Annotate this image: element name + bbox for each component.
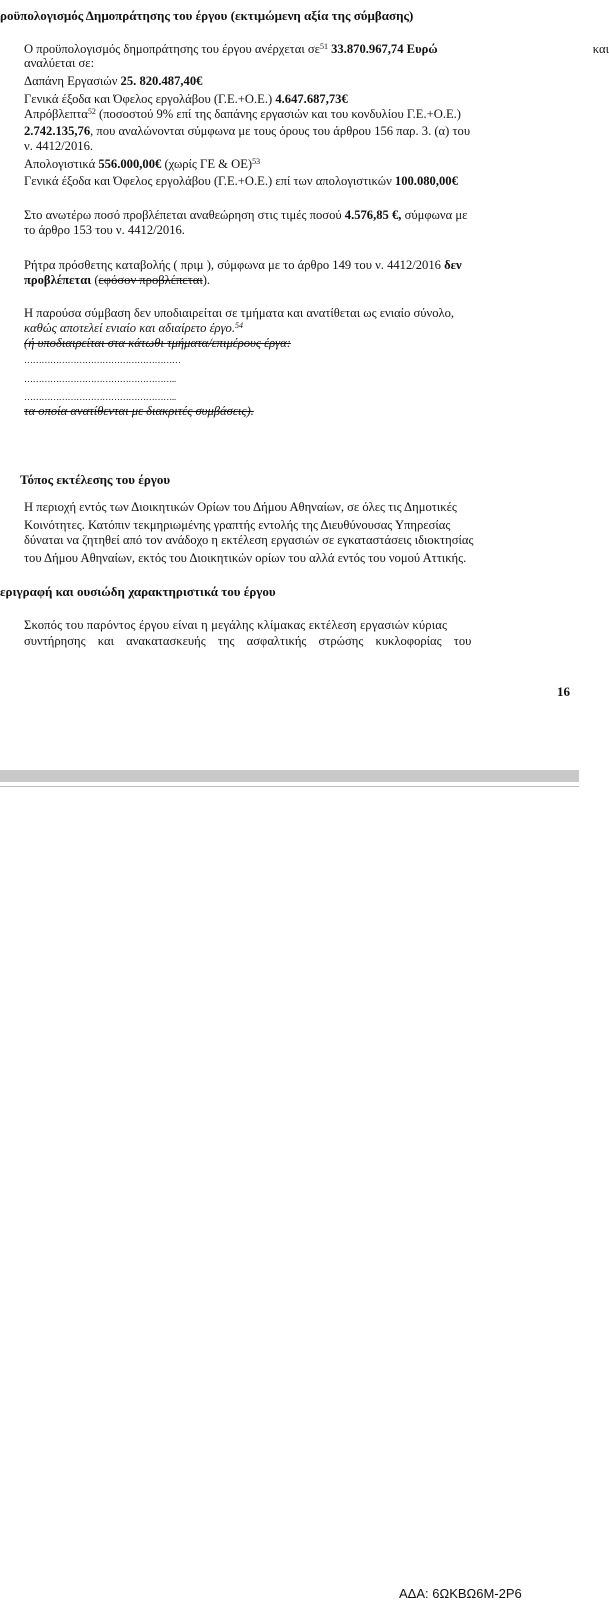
bonus-clause-line-1: Ρήτρα πρόσθετης καταβολής ( πριμ ), σύμφωνα με το άρθρο 149 του ν. 4412/2016 δεν (24, 258, 462, 272)
division-dots-2: …………………………………………….. (24, 374, 176, 384)
location-line-1: Η περιοχή εντός των Διοικητικών Ορίων του Δήμου Αθηναίων, σε όλες τις Δημοτικές (24, 500, 457, 514)
page-separator (0, 770, 579, 782)
budget-line-2: αναλύεται σε: (24, 56, 95, 70)
division-line-2: καθώς αποτελεί ενιαίο και αδιαίρετο έργο.$^{54}$ (24, 321, 243, 335)
bonus-clause-line-2: προβλέπεται (εφόσον προβλέπεται). (24, 273, 211, 287)
location-heading: Τόπος εκτέλεσης του έργου (20, 472, 171, 487)
budget-law-ref: ν. 4412/2016. (24, 139, 94, 153)
budget-works-cost: Δαπάνη Εργασιών 25. 820.487,40€ (24, 74, 203, 88)
revision-line-1: Στο ανωτέρω ποσό προβλέπεται αναθεώρηση στις τιμές ποσού 4.576,85 €, σύμφωνα με (24, 208, 468, 222)
struck-text: εφόσον προβλέπεται (98, 273, 203, 287)
next-page-header (0, 787, 579, 1601)
budget-unit-price-works: Απολογιστικά 556.000,00€ (χωρίς ΓΕ & ΟΕ)$^{53}$ (24, 157, 261, 171)
page-number: 16 (557, 684, 570, 699)
division-struck-line: (ή υποδιαιρείται στα κάτωθι τμήματα/επιμέρους έργα: (24, 336, 291, 350)
description-line-1: Σκοπός του παρόντος έργου είναι η μεγάλης κλίμακας εκτέλεση εργασιών κύριας (24, 618, 448, 632)
budget-text: Ο προϋπολογισμός δημοπράτησης του έργου ανέρχεται $\sigma\varepsilon^{51}$ 33.870.967,74 Ευρώ (24, 42, 438, 56)
division-struck-line-2: τα οποία ανατίθενται με διακριτές συμβάσεις). (24, 404, 254, 418)
budget-heading: ροϋπολογισμός Δημοπράτησης του έργου (εκτιμώμενη αξία της σύμβασης) (0, 8, 414, 23)
description-line-2: συντήρησης και ανακατασκευής της ασφαλτικής στρώσης κυκλοφορίας του (24, 634, 472, 648)
ada-code: ΑΔΑ: 6ΩΚΒΩ6Μ-2Ρ6 (399, 1586, 522, 1601)
budget-contingencies-amount: 2.742.135,76, που αναλώνονται σύμφωνα με τους όρους του άρθρου 156 παρ. 3. (α) του (24, 124, 471, 138)
location-line-3: δύναται να ζητηθεί από τον ανάδοχο η εκτέλεση εργασιών σε εγκαταστάσεις ιδιοκτησίας (24, 533, 474, 547)
budget-text-tail: και (592, 42, 609, 56)
budget-unit-price-overheads: Γενικά έξοδα και Όφελος εργολάβου (Γ.Ε.+Ο.Ε.) επί των απολογιστικών 100.080,00€ (24, 174, 458, 188)
budget-line-1 (24, 42, 609, 57)
division-dots-3: …………………………………………….. (24, 392, 176, 402)
document-page (0, 0, 609, 770)
budget-contingencies: Απρόβλεπτα$^{52}$ (ποσοστού 9% επί της δαπάνης εργασιών και του κονδυλίου Γ.Ε.+Ο.Ε.) (24, 107, 461, 121)
budget-overheads: Γενικά έξοδα και Όφελος εργολάβου (Γ.Ε.+Ο.Ε.) 4.647.687,73€ (24, 92, 348, 106)
revision-line-2: το άρθρο 153 του ν. 4412/2016. (24, 223, 185, 237)
division-dots-1: ……………………………………………… (24, 355, 181, 365)
location-line-4: του Δήμου Αθηναίων, εκτός του Διοικητικών ορίων του αλλά εντός του νομού Αττικής. (24, 551, 467, 565)
total-amount: 33.870.967,74 Ευρώ (331, 42, 438, 56)
description-heading: εριγραφή και ουσιώδη χαρακτηριστικά του έργου (0, 584, 276, 599)
location-line-2: Κοινότητες. Κατόπιν τεκμηριωμένης γραπτής εντολής της Διευθύνουσας Υπηρεσίας (24, 518, 451, 532)
division-line-1: Η παρούσα σύμβαση δεν υποδιαιρείται σε τμήματα και ανατίθεται ως ενιαίο σύνολο, (24, 306, 455, 320)
